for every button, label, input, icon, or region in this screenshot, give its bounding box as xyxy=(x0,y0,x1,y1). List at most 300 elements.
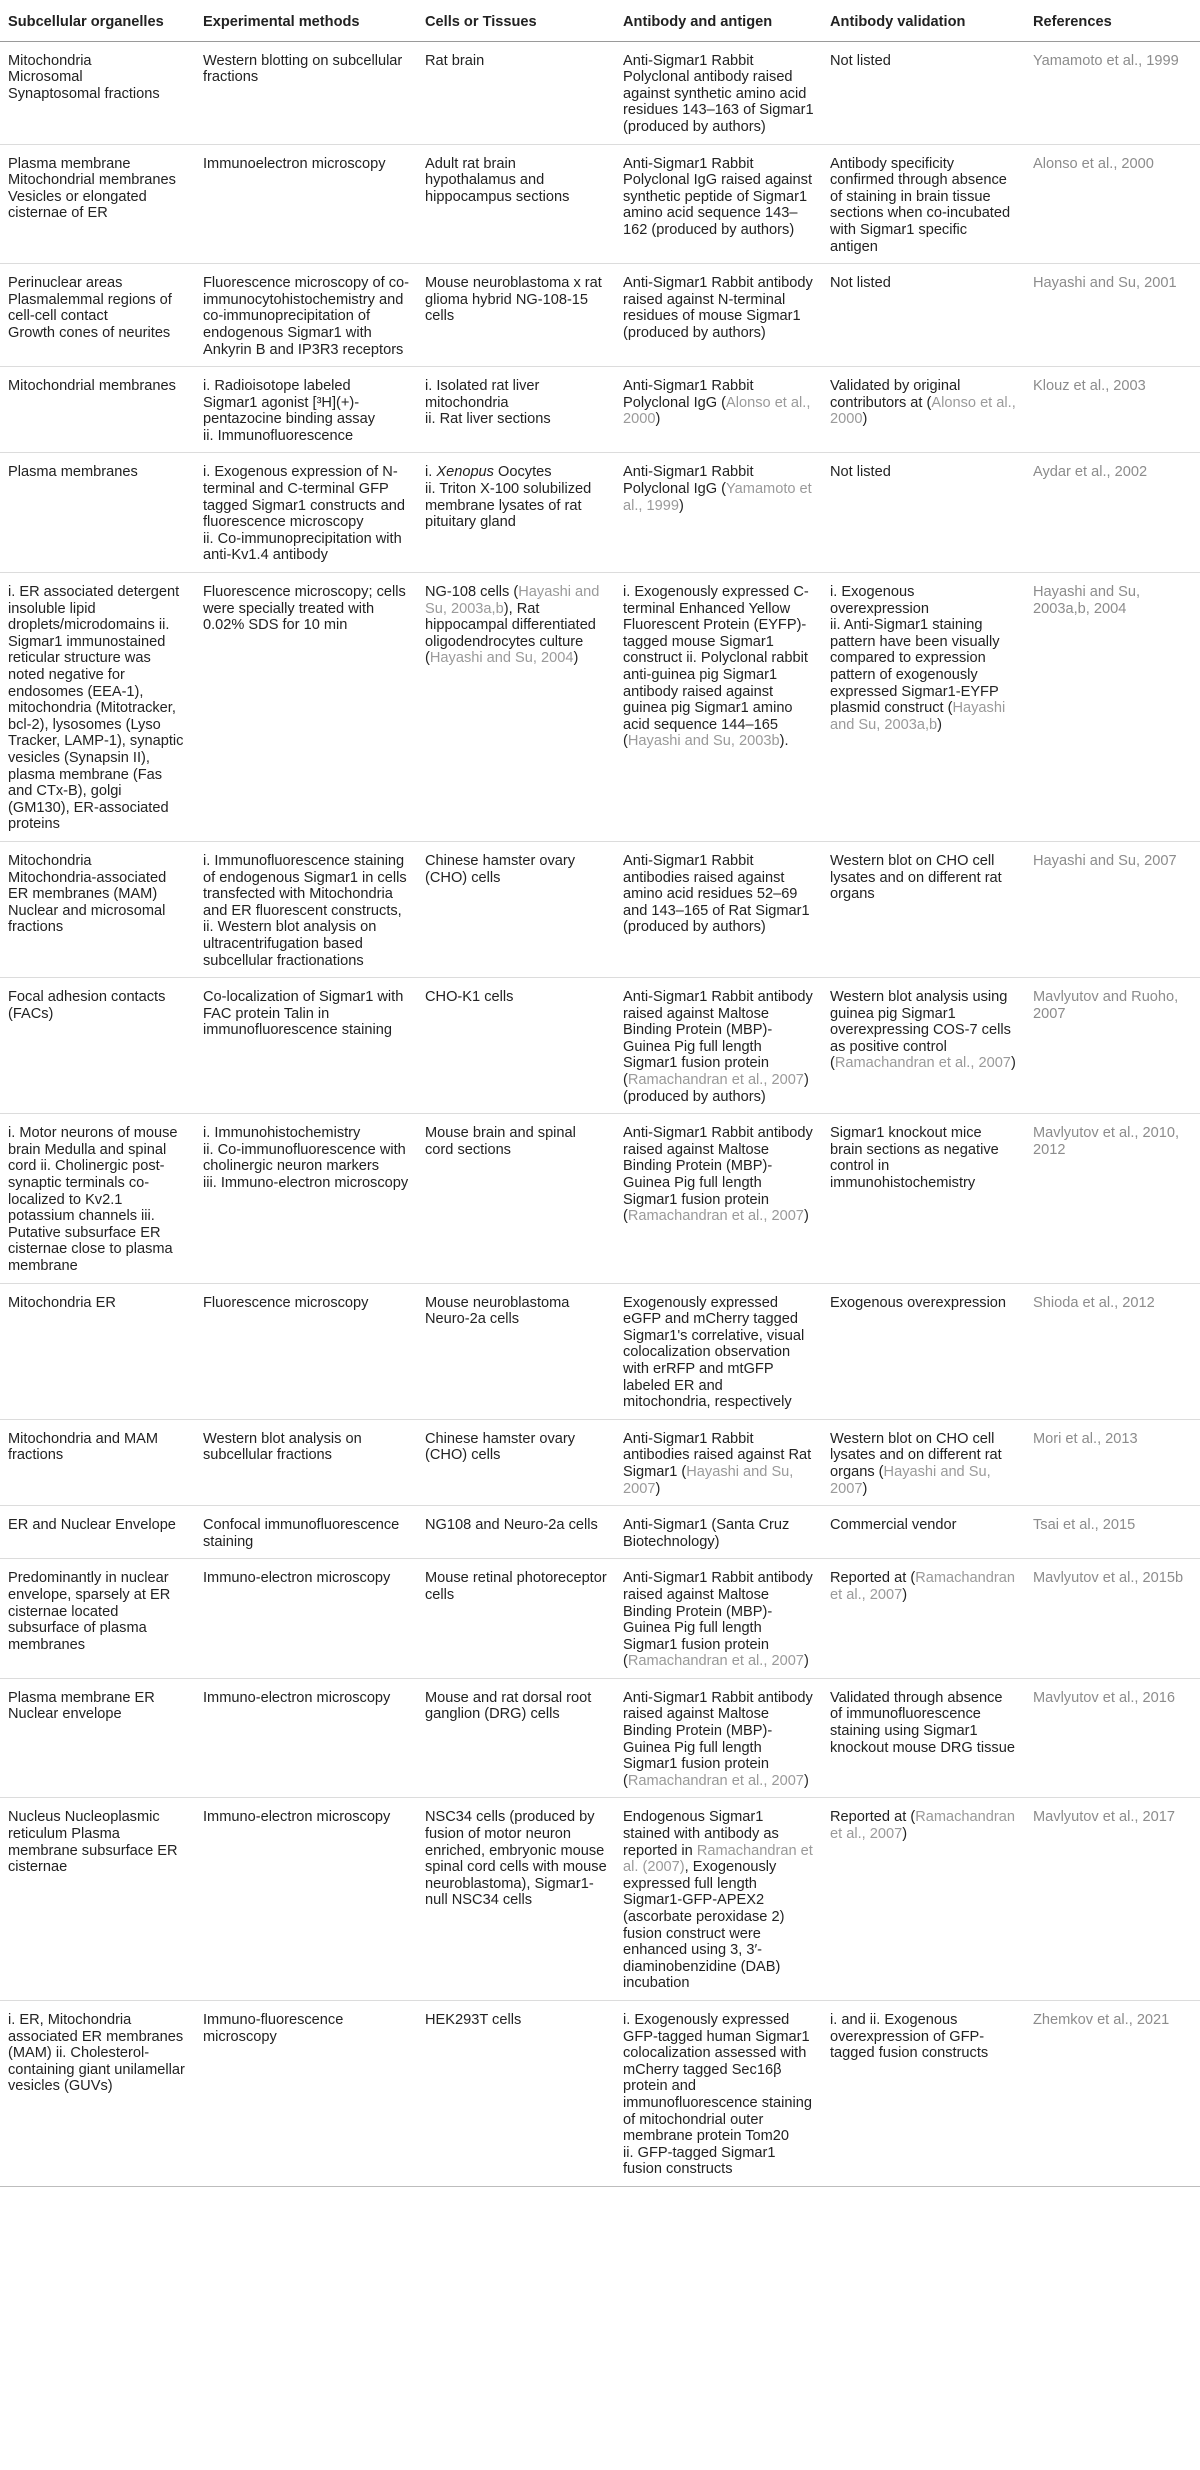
methods-line xyxy=(203,464,409,530)
text-segment: Anti-Sigmar1 Rabbit Polyclonal IgG ( xyxy=(623,464,754,498)
cell-antibody xyxy=(615,1678,822,1798)
cell-references xyxy=(1025,573,1200,842)
antibody-line xyxy=(623,1431,814,1497)
text-segment: Not listed xyxy=(830,464,891,481)
text-segment: Fluorescence microscopy of co-immunocytohistochemistry and co-immunoprecipitation of endogenous Sigmar1 with Ankyrin B and IP3R3 receptors xyxy=(203,275,410,358)
antibody-line xyxy=(623,853,814,936)
header-organelles: Subcellular organelles xyxy=(0,0,195,41)
antibody-line xyxy=(623,1517,814,1550)
cell-cells xyxy=(417,1114,615,1283)
cell-validation xyxy=(822,1506,1025,1559)
table-body xyxy=(0,41,1200,2186)
text-segment: NG-108 cells ( xyxy=(425,584,519,601)
table-row xyxy=(0,144,1200,264)
text-segment: ii. Co-immunofluorescence with cholinergic neuron markers xyxy=(203,1141,406,1175)
organelle-line: Mitochondria xyxy=(8,852,92,869)
validation-line xyxy=(830,1295,1017,1312)
text-segment: ) xyxy=(862,1480,868,1497)
methods-line xyxy=(203,584,409,634)
cell-validation xyxy=(822,41,1025,144)
cell-cells xyxy=(417,144,615,264)
cell-cells xyxy=(417,573,615,842)
text-segment: Rat brain xyxy=(425,52,485,69)
text-segment: ) xyxy=(803,1208,809,1225)
cell-cells xyxy=(417,453,615,573)
reference-text: Mavlyutov and Ruoho, 2007 xyxy=(1033,989,1179,1022)
methods-line xyxy=(203,853,409,919)
cells-line xyxy=(425,853,607,886)
text-segment: Antibody specificity confirmed through absence of staining in brain tissue sections when co-incubated with Sigmar1 specific antigen xyxy=(830,155,1011,255)
text-segment: Anti-Sigmar1 Rabbit antibody raised against Maltose Binding Protein (MBP)-Guinea Pig full length Sigmar1 fusion protein ( xyxy=(623,1689,813,1789)
cell-organelles xyxy=(0,573,195,842)
cell-methods xyxy=(195,453,417,573)
antibody-line xyxy=(623,1125,814,1225)
organelle-line: i. Motor neurons of mouse brain Medulla and spinal cord ii. Cholinergic post-synaptic terminals co-localized to Kv2.1 potassium channels iii. Putative subsurface ER cisternae close to plasma membrane xyxy=(8,1125,178,1274)
cell-cells xyxy=(417,1559,615,1679)
organelle-line: Nucleus Nucleoplasmic reticulum Plasma membrane subsurface ER cisternae xyxy=(8,1809,178,1876)
text-segment: Mouse brain and spinal cord sections xyxy=(425,1125,576,1158)
text-segment: i. Immunofluorescence staining of endogenous Sigmar1 in cells transfected with Mitochondria and ER fluorescent constructs, xyxy=(203,852,407,919)
reference-text: Mavlyutov et al., 2016 xyxy=(1033,1689,1175,1706)
reference-text: Mavlyutov et al., 2015b xyxy=(1033,1570,1184,1587)
text-segment: Immuno-electron microscopy xyxy=(203,1809,391,1826)
text-segment: , Exogenously expressed full length Sigmar1-GFP-APEX2 (ascorbate peroxidase 2) fusion construct were enhanced using 3, 3′-diaminobenzidine (DAB) incubation xyxy=(623,1859,785,1992)
cell-validation xyxy=(822,453,1025,573)
cell-cells xyxy=(417,1283,615,1419)
cells-line xyxy=(425,53,607,70)
text-segment: Immuno-electron microscopy xyxy=(203,1689,391,1706)
table-row xyxy=(0,264,1200,367)
organelle-line: i. ER, Mitochondria associated ER membranes (MAM) ii. Cholesterol-containing giant unilamellar vesicles (GUVs) xyxy=(8,2011,185,2095)
cell-methods xyxy=(195,1283,417,1419)
organelle-line: Mitochondrial membranes Vesicles or elongated cisternae of ER xyxy=(8,172,176,222)
cell-validation xyxy=(822,367,1025,453)
text-segment: Not listed xyxy=(830,52,891,69)
cell-organelles xyxy=(0,2000,195,2186)
header-references: References xyxy=(1025,0,1200,41)
validation-line xyxy=(830,1431,1017,1497)
cells-line xyxy=(425,464,607,481)
citation: Hayashi and Su, 2007 xyxy=(623,1463,794,1497)
cell-references xyxy=(1025,1678,1200,1798)
validation-line xyxy=(830,464,1017,481)
text-segment: ii. Anti-Sigmar1 staining pattern have been visually compared to expression pattern of exogenously expressed Sigmar1-EYFP plasmid construct ( xyxy=(830,617,1000,717)
text-segment: Fluorescence microscopy; cells were specially treated with 0.02% SDS for 10 min xyxy=(203,584,406,634)
methods-line xyxy=(203,1570,409,1587)
validation-line xyxy=(830,53,1017,70)
text-segment: Exogenously expressed eGFP and mCherry tagged Sigmar1's correlative, visual colocalization observation with erRFP and mtGFP labeled ER and mitochondria, respectively xyxy=(623,1294,805,1411)
text-segment: Anti-Sigmar1 Rabbit antibodies raised against amino acid residues 52–69 and 143–165 of Rat Sigmar1 (produced by authors) xyxy=(623,852,810,936)
text-segment: Validated by original contributors at ( xyxy=(830,378,961,411)
cell-validation xyxy=(822,264,1025,367)
cell-organelles xyxy=(0,1506,195,1559)
table-row xyxy=(0,573,1200,842)
table-row xyxy=(0,1678,1200,1798)
validation-line xyxy=(830,275,1017,292)
text-segment: ) xyxy=(803,1772,809,1789)
cell-cells xyxy=(417,978,615,1114)
antibody-line xyxy=(623,53,814,136)
text-segment: i. Radioisotope labeled Sigmar1 agonist [³H](+)-pentazocine binding assay xyxy=(203,378,376,428)
methods-line xyxy=(203,2012,409,2045)
text-segment: Anti-Sigmar1 Rabbit antibody raised against Maltose Binding Protein (MBP)-Guinea Pig full length Sigmar1 fusion protein ( xyxy=(623,1570,813,1670)
cell-organelles xyxy=(0,841,195,977)
cell-methods xyxy=(195,1419,417,1505)
cells-line xyxy=(425,1570,607,1603)
organelle-line: Mitochondria-associated ER membranes (MAM) xyxy=(8,869,167,903)
validation-line xyxy=(830,1517,1017,1534)
text-segment: NSC34 cells (produced by fusion of motor neuron enriched, embryonic mouse spinal cord cells with mouse neuroblastoma), Sigmar1-null NSC34 cells xyxy=(425,1809,607,1909)
organelle-line: Predominantly in nuclear envelope, sparsely at ER cisternae located subsurface of plasma membranes xyxy=(8,1570,171,1653)
antibody-line xyxy=(623,989,814,1105)
text-segment: Sigmar1 knockout mice brain sections as negative control in immunohistochemistry xyxy=(830,1125,999,1192)
cell-references xyxy=(1025,841,1200,977)
cell-validation xyxy=(822,144,1025,264)
validation-line xyxy=(830,2012,1017,2062)
cell-references xyxy=(1025,144,1200,264)
text-segment: i. Immunohistochemistry xyxy=(203,1125,361,1142)
text-segment: Anti-Sigmar1 Rabbit antibody raised against Maltose Binding Protein (MBP)-Guinea Pig full length Sigmar1 fusion protein ( xyxy=(623,989,813,1089)
table-row xyxy=(0,1283,1200,1419)
reference-text: Mavlyutov et al., 2017 xyxy=(1033,1809,1175,1826)
cells-line xyxy=(425,584,607,667)
organelle-line: Mitochondria xyxy=(8,52,92,69)
citation: Hayashi and Su, 2003a,b xyxy=(830,700,1006,733)
cell-antibody xyxy=(615,41,822,144)
text-segment: Immuno-electron microscopy xyxy=(203,1570,391,1587)
cell-cells xyxy=(417,2000,615,2186)
methods-line xyxy=(203,1125,409,1142)
text-segment: Western blot on CHO cell lysates and on different rat organs ( xyxy=(830,1430,1002,1480)
reference-text: Zhemkov et al., 2021 xyxy=(1033,2011,1170,2028)
validation-line xyxy=(830,1690,1017,1756)
text-segment: i. Exogenous expression of N-terminal and C-terminal GFP tagged Sigmar1 constructs and fluorescence microscopy xyxy=(203,464,405,531)
text-segment: Reported at ( xyxy=(830,1570,916,1587)
cell-organelles xyxy=(0,1283,195,1419)
table-row xyxy=(0,2000,1200,2186)
cell-organelles xyxy=(0,453,195,573)
cells-line xyxy=(425,1295,607,1328)
antibody-line xyxy=(623,464,814,514)
methods-line xyxy=(203,1517,409,1550)
antibody-line xyxy=(623,1570,814,1670)
italic-term: Xenopus xyxy=(436,464,494,481)
text-segment: ). xyxy=(779,733,789,750)
text-segment: Fluorescence microscopy xyxy=(203,1294,369,1311)
header-validation: Antibody validation xyxy=(822,0,1025,41)
methods-line xyxy=(203,1690,409,1707)
organelle-line: Plasma membrane xyxy=(8,155,131,172)
methods-line xyxy=(203,53,409,86)
cell-organelles xyxy=(0,1559,195,1679)
text-segment: ), Rat hippocampal differentiated oligodendrocytes culture ( xyxy=(425,600,596,667)
citation: Alonso et al., 2000 xyxy=(623,394,811,428)
table-row xyxy=(0,978,1200,1114)
header-antibody: Antibody and antigen xyxy=(615,0,822,41)
text-segment: Reported at ( xyxy=(830,1809,916,1826)
validation-line xyxy=(830,1570,1017,1603)
validation-line xyxy=(830,156,1017,256)
cell-methods xyxy=(195,1506,417,1559)
text-segment: ii. Rat liver sections xyxy=(425,411,551,428)
cell-validation xyxy=(822,841,1025,977)
citation: Ramachandran et al. (2007) xyxy=(623,1842,813,1876)
reference-text: Tsai et al., 2015 xyxy=(1033,1517,1136,1534)
text-segment: Western blot on CHO cell lysates and on different rat organs xyxy=(830,852,1002,903)
text-segment: Validated through absence of immunofluorescence staining using Sigmar1 knockout mouse DRG tissue xyxy=(830,1689,1015,1756)
cell-methods xyxy=(195,841,417,977)
cell-antibody xyxy=(615,1506,822,1559)
cell-methods xyxy=(195,144,417,264)
cell-cells xyxy=(417,367,615,453)
antibody-line xyxy=(623,584,814,750)
reference-text: Klouz et al., 2003 xyxy=(1033,378,1146,395)
text-segment: Anti-Sigmar1 Rabbit Polyclonal IgG ( xyxy=(623,378,754,411)
text-segment: Mouse neuroblastoma Neuro-2a cells xyxy=(425,1294,570,1328)
cell-methods xyxy=(195,1798,417,2001)
cell-antibody xyxy=(615,1419,822,1505)
organelle-line: Growth cones of neurites xyxy=(8,324,171,341)
cell-antibody xyxy=(615,1559,822,1679)
table-header xyxy=(0,0,1200,41)
text-segment: Chinese hamster ovary (CHO) cells xyxy=(425,1430,576,1464)
text-segment: Exogenous overexpression xyxy=(830,1294,1007,1311)
methods-line xyxy=(203,1809,409,1826)
methods-line xyxy=(203,428,409,445)
citation: Ramachandran et al., 2007 xyxy=(627,1772,804,1789)
cells-line xyxy=(425,1125,607,1158)
text-segment: Co-localization of Sigmar1 with FAC protein Talin in immunofluorescence staining xyxy=(203,989,404,1039)
methods-line xyxy=(203,275,409,358)
text-segment: ) xyxy=(902,1586,908,1603)
header-methods: Experimental methods xyxy=(195,0,417,41)
text-segment: Confocal immunofluorescence staining xyxy=(203,1517,400,1550)
cell-references xyxy=(1025,41,1200,144)
text-segment: Immunoelectron microscopy xyxy=(203,155,386,172)
reference-text: Hayashi and Su, 2001 xyxy=(1033,275,1177,292)
antibody-line xyxy=(623,1295,814,1411)
cell-references xyxy=(1025,1114,1200,1283)
text-segment: ) xyxy=(655,411,661,428)
cell-antibody xyxy=(615,841,822,977)
cell-references xyxy=(1025,978,1200,1114)
cell-references xyxy=(1025,1283,1200,1419)
organelle-line: Plasmalemmal regions of cell-cell contact xyxy=(8,291,172,325)
cell-organelles xyxy=(0,41,195,144)
validation-line xyxy=(830,853,1017,903)
antibody-line xyxy=(623,378,814,428)
organelle-line: Mitochondrial membranes xyxy=(8,378,176,395)
text-segment: i. xyxy=(425,464,437,481)
cell-organelles xyxy=(0,144,195,264)
antibody-line xyxy=(623,1690,814,1790)
cell-references xyxy=(1025,1419,1200,1505)
organelle-line: Mitochondria ER xyxy=(8,1294,116,1311)
cell-cells xyxy=(417,1678,615,1798)
methods-line xyxy=(203,1431,409,1464)
cell-methods xyxy=(195,367,417,453)
cell-methods xyxy=(195,978,417,1114)
text-segment: ii. Immunofluorescence xyxy=(203,427,354,444)
cell-cells xyxy=(417,1419,615,1505)
text-segment: ii. GFP-tagged Sigmar1 fusion constructs xyxy=(623,2144,776,2178)
text-segment: ii. Triton X-100 solubilized membrane lysates of rat pituitary gland xyxy=(425,481,592,531)
table-row xyxy=(0,1114,1200,1283)
cells-line xyxy=(425,1690,607,1723)
cells-line xyxy=(425,378,607,411)
reference-text: Shioda et al., 2012 xyxy=(1033,1294,1155,1311)
citation: Ramachandran et al., 2007 xyxy=(830,1809,1015,1843)
methods-line xyxy=(203,531,409,564)
text-segment: HEK293T cells xyxy=(425,2011,522,2028)
reference-text: Hayashi and Su, 2003a,b, 2004 xyxy=(1033,584,1141,617)
cell-methods xyxy=(195,1114,417,1283)
text-segment: ) (produced by authors) xyxy=(623,1072,809,1105)
organelle-line: Plasma membranes xyxy=(8,464,138,481)
cell-validation xyxy=(822,1283,1025,1419)
text-segment: i. and ii. Exogenous overexpression of GFP-tagged fusion constructs xyxy=(830,2011,989,2062)
table-row xyxy=(0,841,1200,977)
antibody-line xyxy=(623,1809,814,1992)
cell-cells xyxy=(417,1798,615,2001)
validation-line xyxy=(830,617,1017,733)
cell-references xyxy=(1025,1798,1200,2001)
cell-references xyxy=(1025,367,1200,453)
cell-organelles xyxy=(0,1798,195,2001)
validation-line xyxy=(830,1125,1017,1191)
organelle-line: Synaptosomal fractions xyxy=(8,85,160,102)
text-segment: Immuno-fluorescence microscopy xyxy=(203,2011,344,2045)
text-segment: iii. Immuno-electron microscopy xyxy=(203,1175,409,1192)
validation-line xyxy=(830,584,1017,617)
text-segment: ) xyxy=(902,1826,908,1843)
cell-methods xyxy=(195,2000,417,2186)
cells-line xyxy=(425,1517,607,1534)
validation-line xyxy=(830,378,1017,428)
citation: Yamamoto et al., 1999 xyxy=(623,481,812,514)
cell-antibody xyxy=(615,1114,822,1283)
organelle-line: Focal adhesion contacts (FACs) xyxy=(8,989,166,1022)
organelle-line: Microsomal xyxy=(8,69,83,86)
cell-organelles xyxy=(0,367,195,453)
citation: Hayashi and Su, 2003a,b xyxy=(425,584,600,617)
text-segment: Anti-Sigmar1 Rabbit Polyclonal antibody raised against synthetic amino acid residues 143–163 of Sigmar1 (produced by authors) xyxy=(623,52,814,135)
reference-text: Alonso et al., 2000 xyxy=(1033,155,1154,172)
text-segment: NG108 and Neuro-2a cells xyxy=(425,1517,598,1534)
cell-antibody xyxy=(615,1283,822,1419)
text-segment: Anti-Sigmar1 (Santa Cruz Biotechnology) xyxy=(623,1517,790,1550)
text-segment: ) xyxy=(655,1480,661,1497)
cell-methods xyxy=(195,1678,417,1798)
citation: Alonso et al., 2000 xyxy=(830,394,1016,428)
text-segment: i. Exogenously expressed GFP-tagged human Sigmar1 colocalization assessed with mCherry tagged Sec16β protein and immunofluorescence staining of mitochondrial outer membrane protein Tom20 xyxy=(623,2011,813,2145)
text-segment: Anti-Sigmar1 Rabbit Polyclonal IgG raised against synthetic peptide of Sigmar1 amino acid sequence 143–162 (produced by authors) xyxy=(623,155,813,238)
citation: Ramachandran et al., 2007 xyxy=(627,1208,804,1225)
text-segment: i. Isolated rat liver mitochondria xyxy=(425,378,540,411)
text-segment: Oocytes xyxy=(493,464,552,481)
cell-cells xyxy=(417,1506,615,1559)
cell-references xyxy=(1025,2000,1200,2186)
citation: Hayashi and Su, 2004 xyxy=(429,650,574,667)
text-segment: Western blotting on subcellular fractions xyxy=(203,52,403,86)
cell-references xyxy=(1025,1559,1200,1679)
cell-validation xyxy=(822,2000,1025,2186)
cells-line xyxy=(425,989,607,1006)
cell-organelles xyxy=(0,978,195,1114)
cells-line xyxy=(425,2012,607,2029)
organelle-line: Plasma membrane ER Nuclear envelope xyxy=(8,1689,155,1723)
cell-cells xyxy=(417,841,615,977)
cell-antibody xyxy=(615,2000,822,2186)
cell-antibody xyxy=(615,264,822,367)
header-cells: Cells or Tissues xyxy=(417,0,615,41)
text-segment: ) xyxy=(679,497,684,514)
cell-validation xyxy=(822,573,1025,842)
citation: Hayashi and Su, 2003b xyxy=(627,733,780,750)
cells-line xyxy=(425,156,607,206)
cell-organelles xyxy=(0,1419,195,1505)
text-segment: Commercial vendor xyxy=(830,1517,957,1534)
text-segment: Adult rat brain hypothalamus and hippocampus sections xyxy=(425,155,570,205)
methods-line xyxy=(203,989,409,1039)
cell-methods xyxy=(195,1559,417,1679)
reference-text: Mavlyutov et al., 2010, 2012 xyxy=(1033,1125,1180,1158)
cell-antibody xyxy=(615,144,822,264)
validation-line xyxy=(830,1809,1017,1842)
text-segment: ) xyxy=(937,716,942,733)
cell-methods xyxy=(195,41,417,144)
validation-line xyxy=(830,989,1017,1072)
organelle-line: ER and Nuclear Envelope xyxy=(8,1517,176,1534)
organelle-line: Perinuclear areas xyxy=(8,275,123,292)
cell-antibody xyxy=(615,573,822,842)
text-segment: CHO-K1 cells xyxy=(425,989,514,1006)
table-row xyxy=(0,41,1200,144)
cell-cells xyxy=(417,41,615,144)
cell-antibody xyxy=(615,1798,822,2001)
cell-cells xyxy=(417,264,615,367)
text-segment: Western blot analysis using guinea pig Sigmar1 overexpressing COS-7 cells as positive control ( xyxy=(830,989,1011,1072)
antibody-line xyxy=(623,275,814,341)
cells-line xyxy=(425,411,607,428)
antibody-line xyxy=(623,156,814,239)
cells-line xyxy=(425,275,607,325)
cell-organelles xyxy=(0,1678,195,1798)
antibody-line xyxy=(623,2145,814,2178)
citation: Ramachandran et al., 2007 xyxy=(834,1055,1011,1072)
cells-line xyxy=(425,1431,607,1464)
text-segment: i. Exogenously expressed C-terminal Enhanced Yellow Fluorescent Protein (EYFP)-tagged mouse Sigmar1 construct ii. Polyclonal rabbit anti-guinea pig Sigmar1 antibody raised against guinea pig Sigmar1 amino acid sequence 144–165 ( xyxy=(623,584,809,750)
text-segment: ) xyxy=(573,650,579,667)
methods-line xyxy=(203,378,409,428)
methods-line xyxy=(203,1142,409,1175)
cell-antibody xyxy=(615,978,822,1114)
table-row xyxy=(0,453,1200,573)
table-row xyxy=(0,367,1200,453)
text-segment: Anti-Sigmar1 Rabbit antibody raised against N-terminal residues of mouse Sigmar1 (produced by authors) xyxy=(623,275,813,341)
text-segment: ) xyxy=(803,1653,809,1670)
reference-text: Mori et al., 2013 xyxy=(1033,1430,1138,1447)
organelle-line: Mitochondria and MAM fractions xyxy=(8,1430,159,1464)
cell-references xyxy=(1025,264,1200,367)
cell-organelles xyxy=(0,264,195,367)
reference-text: Aydar et al., 2002 xyxy=(1033,464,1148,481)
text-segment: Mouse neuroblastoma x rat glioma hybrid NG-108-15 cells xyxy=(425,275,602,325)
methods-line xyxy=(203,1295,409,1312)
cell-organelles xyxy=(0,1114,195,1283)
reference-text: Hayashi and Su, 2007 xyxy=(1033,852,1177,869)
table-row xyxy=(0,1798,1200,2001)
